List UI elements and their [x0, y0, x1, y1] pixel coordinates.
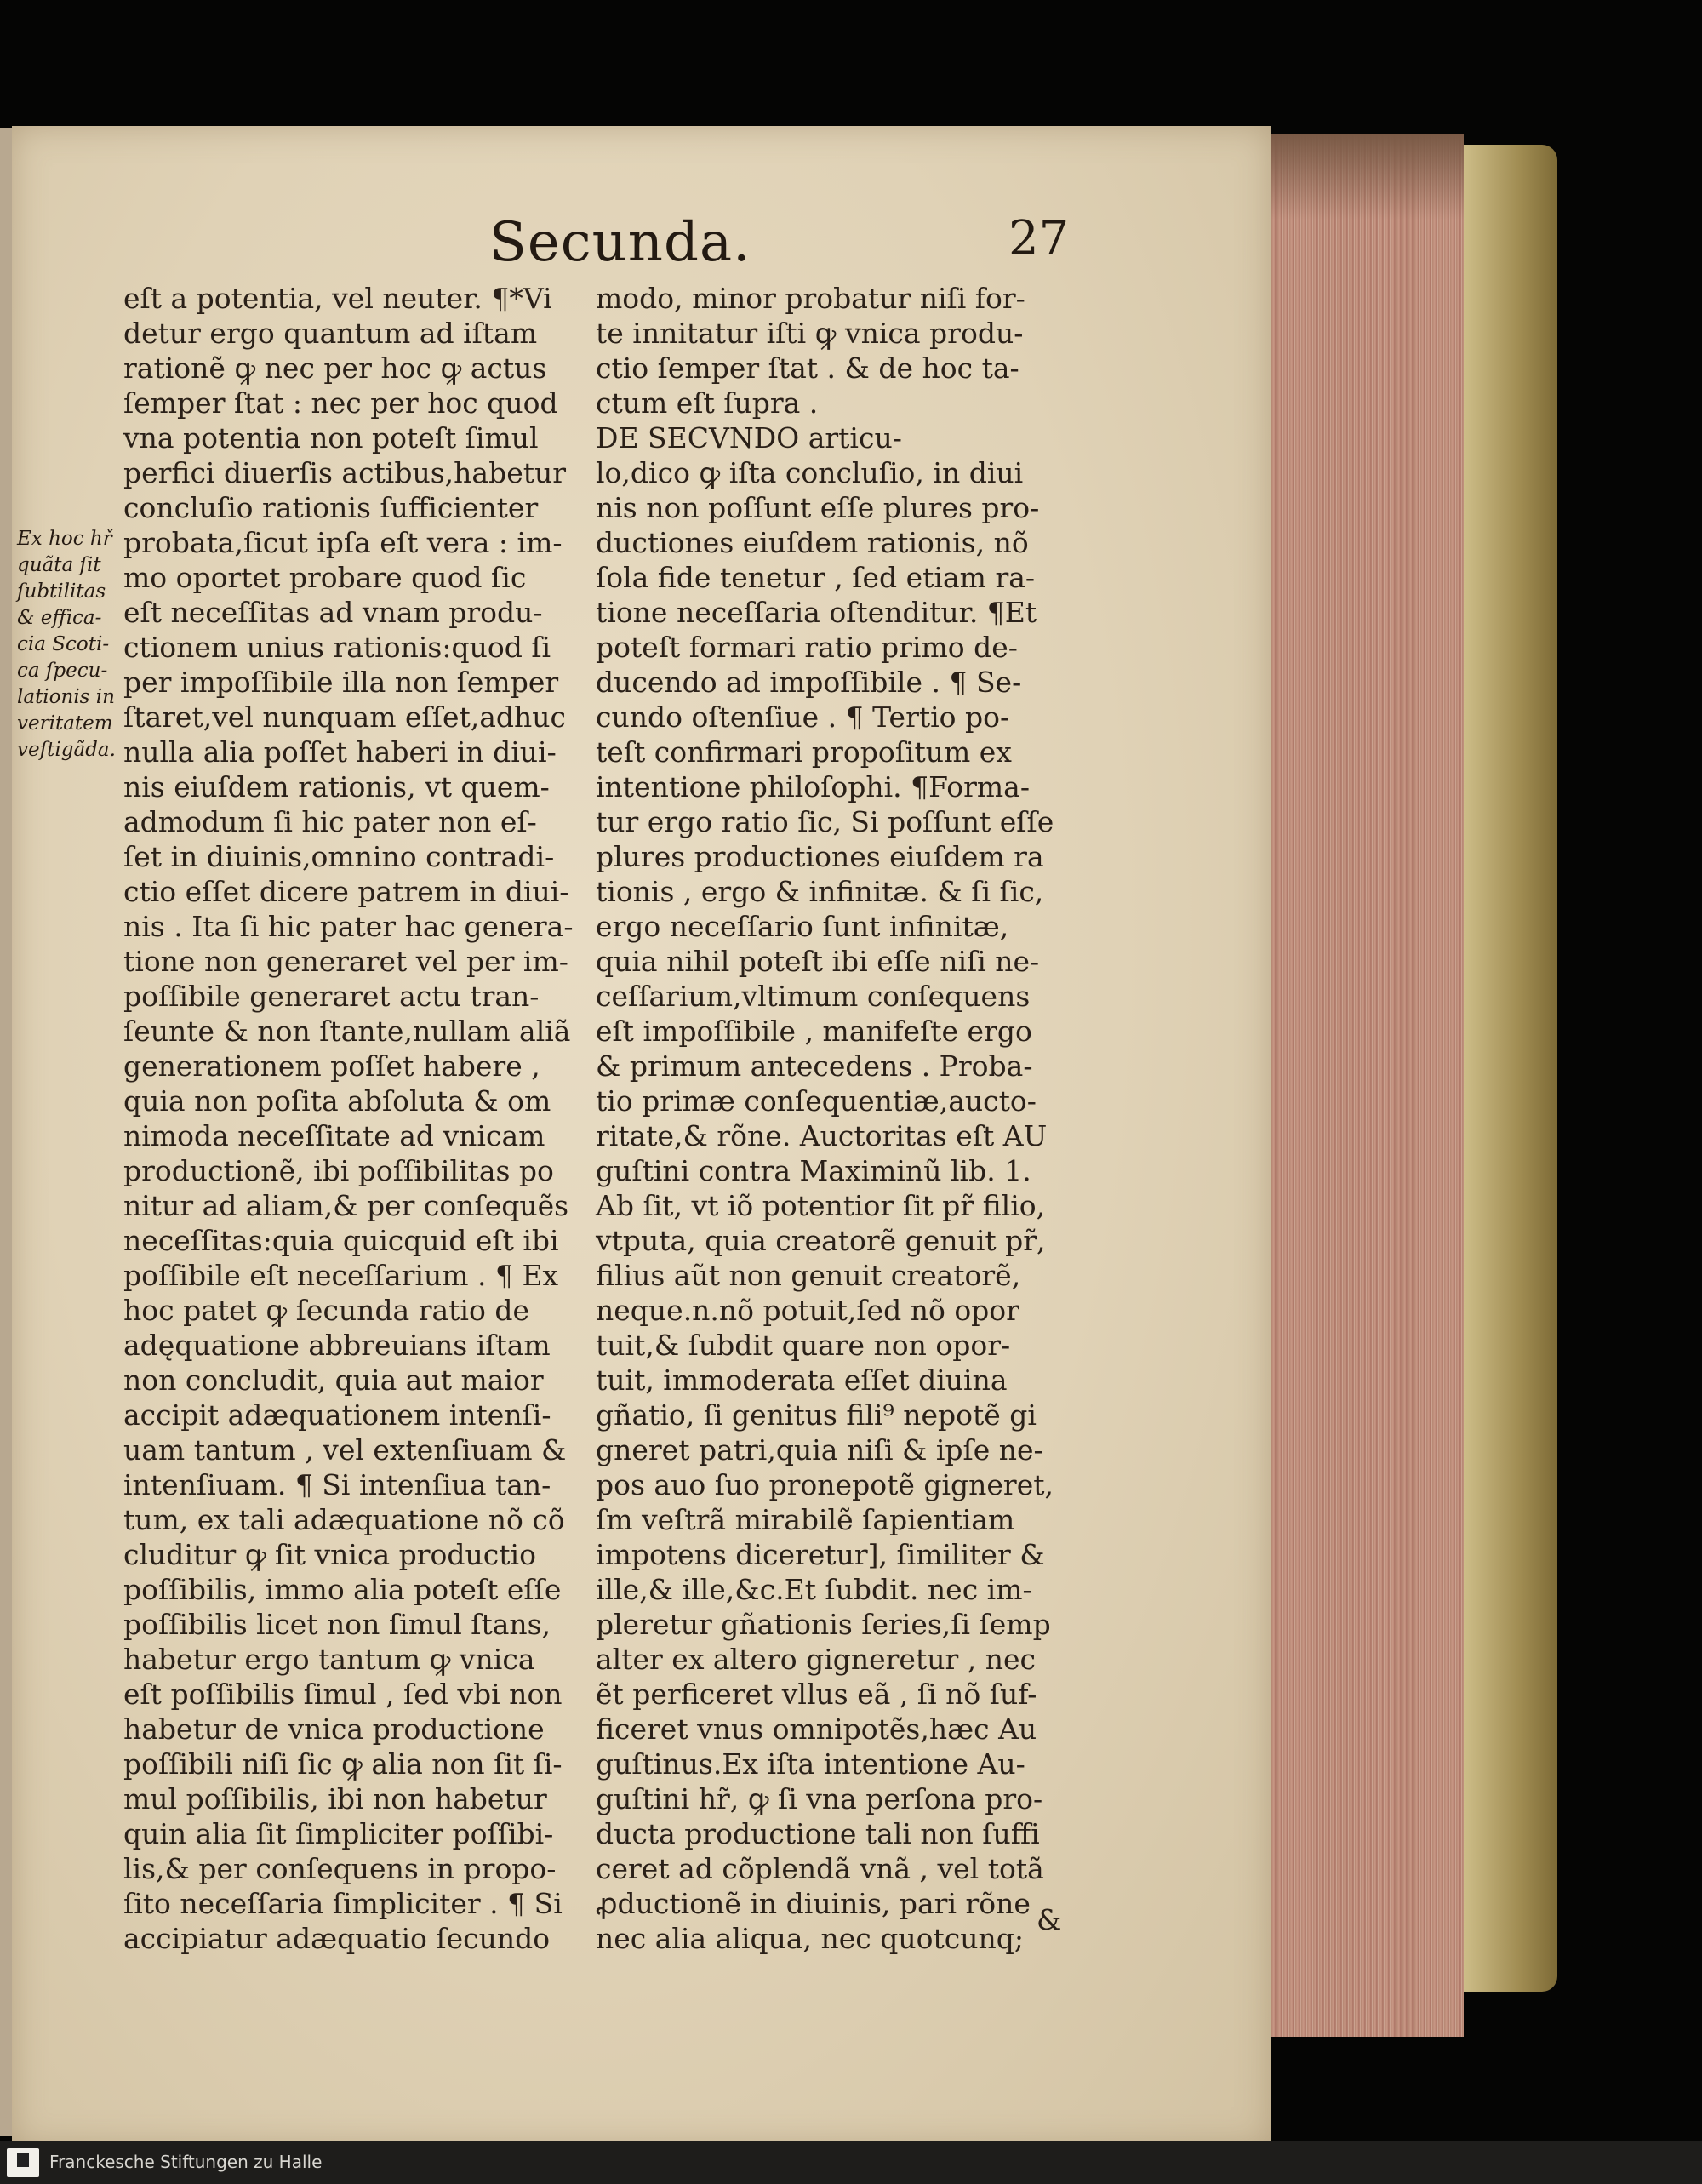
- margin-note-line: cia Scoti-: [17, 633, 110, 655]
- margin-note-line: Ex hoc hř: [17, 528, 112, 550]
- text-line: quia non poſita abſoluta & om: [123, 1084, 551, 1118]
- text-line: ctionem unius rationis:quod ſi: [123, 631, 551, 664]
- text-line: tionis , ergo & infinitæ. & ſi ſic,: [596, 875, 1044, 908]
- text-line: poſſibile eſt neceſſarium . ¶ Ex: [123, 1259, 559, 1292]
- text-line: eſt poſſibilis ſimul , ſed vbi non: [123, 1678, 563, 1711]
- text-line: ceret ad cõplendã vnã , vel totã: [596, 1852, 1044, 1885]
- text-line: guſtini contra Maximinũ lib. 1.: [596, 1154, 1031, 1187]
- margin-note-line: lationis in: [17, 686, 115, 708]
- text-line: ille,& ille,&c.Et ſubdit. nec im-: [596, 1573, 1032, 1606]
- text-line: tione non generaret vel per im-: [123, 945, 568, 978]
- text-line: ducta productione tali non ſuffi: [596, 1817, 1040, 1850]
- text-line: per impoſſibile illa non ſemper: [123, 666, 559, 699]
- text-line: ẽt perficeret vllus eã , ſi nõ ſuf-: [596, 1678, 1037, 1711]
- catchword: &: [1037, 1903, 1062, 1936]
- text-line: intenſiuam. ¶ Si intenſiua tan-: [123, 1468, 551, 1501]
- text-line: ctum eſt ſupra .: [596, 386, 819, 420]
- text-line: nec alia aliqua, nec quotcunq;: [596, 1922, 1025, 1955]
- text-line: admodum ſi hic pater non eſ-: [123, 805, 537, 838]
- text-line: poteſt formari ratio primo de-: [596, 631, 1018, 664]
- text-line: habetur ergo tantum ꝙ vnica: [123, 1643, 535, 1676]
- text-line: non concludit, quia aut maior: [123, 1364, 544, 1397]
- margin-note: [17, 526, 116, 763]
- text-line: pos auo ſuo pronepotẽ gigneret,: [596, 1468, 1054, 1501]
- text-line: concluſio rationis ſufficienter: [123, 491, 539, 524]
- text-line: neque.n.nõ potuit,ſed nõ opor: [596, 1294, 1019, 1327]
- text-line: ſola fide tenetur , ſed etiam ra-: [596, 561, 1036, 594]
- text-line: nimoda neceſſitate ad vnicam: [123, 1119, 545, 1152]
- text-line: quia nihil poteſt ibi eſſe niſi ne-: [596, 945, 1040, 978]
- text-line: pleretur gñationis ſeries,ſi ſemp: [596, 1608, 1051, 1641]
- text-line: te innitatur iſti ꝙ vnica produ-: [596, 317, 1024, 350]
- margin-note-line: veſtigãda.: [17, 739, 116, 761]
- text-line: ſtaret,vel nunquam eſſet,adhuc: [123, 700, 567, 734]
- text-line: cluditur ꝙ ſit vnica productio: [123, 1538, 536, 1571]
- text-line: intentione philoſophi. ¶Forma-: [596, 770, 1031, 803]
- text-line: nis non poſſunt eſſe plures pro-: [596, 491, 1040, 524]
- margin-note-line: veritatem: [17, 712, 113, 735]
- text-line: eſt a potentia, vel neuter. ¶*Vi: [123, 282, 552, 315]
- text-line: rationẽ ꝙ nec per hoc ꝙ actus: [123, 352, 547, 385]
- text-column-left: [123, 281, 574, 1956]
- text-line: vna potentia non poteſt ſimul: [123, 421, 539, 455]
- text-line: vtputa, quia creatorẽ genuit pr̃,: [596, 1224, 1046, 1257]
- text-line: ritate,& rõne. Auctoritas eſt AU: [596, 1119, 1048, 1152]
- text-line: nitur ad aliam,& per conſequẽs: [123, 1189, 569, 1222]
- text-line: habetur de vnica productione: [123, 1712, 545, 1746]
- text-line: poſſibilis licet non ſimul ſtans,: [123, 1608, 551, 1641]
- text-line: guſtinus.Ex iſta intentione Au-: [596, 1747, 1025, 1781]
- text-line: ſet in diuinis,omnino contradi-: [123, 840, 555, 873]
- text-line: gñatio, ſi genitus fili⁹ nepotẽ gi: [596, 1398, 1037, 1432]
- text-line: teſt confirmari propoſitum ex: [596, 735, 1012, 769]
- text-line: tum, ex tali adæquatione nõ cõ: [123, 1503, 565, 1536]
- text-line: ſm veſtrã mirabilẽ ſapientiam: [596, 1503, 1015, 1536]
- text-line: poſſibile generaret actu tran-: [123, 980, 540, 1013]
- text-line: ctio eſſet dicere patrem in diui-: [123, 875, 569, 908]
- margin-note-line: ca ſpecu-: [17, 660, 108, 682]
- text-line: Ab ſit, vt iõ potentior ſit pr̃ filio,: [596, 1189, 1046, 1222]
- viewer-footer-bar: [0, 2141, 1702, 2184]
- text-line: alter ex altero gigneretur , nec: [596, 1643, 1036, 1676]
- margin-note-line: ſubtilitas: [17, 580, 106, 603]
- text-line: accipit adæquationem intenſi-: [123, 1398, 551, 1432]
- text-line: accipiatur adæquatio ſecundo: [123, 1922, 551, 1955]
- text-line: perfici diuerſis actibus,habetur: [123, 456, 567, 489]
- text-line: lis,& per conſequens in propo-: [123, 1852, 557, 1885]
- text-column-right: [596, 281, 1062, 1956]
- text-line: uam tantum , vel extenſiuam &: [123, 1433, 567, 1466]
- page-number: 27: [1008, 211, 1070, 266]
- text-line: ducendo ad impoſſibile . ¶ Se-: [596, 666, 1022, 699]
- text-line: lo,dico ꝙ iſta concluſio, in diui: [596, 456, 1024, 489]
- text-line: ſito neceſſaria ſimpliciter . ¶ Si: [123, 1887, 563, 1920]
- text-line: DE SECVNDO articu-: [596, 421, 902, 455]
- text-line: poſſibilis, immo alia poteſt eſſe: [123, 1573, 562, 1606]
- margin-note-line: & effica-: [17, 607, 102, 629]
- text-line: ficeret vnus omnipotẽs,hæc Au: [596, 1712, 1037, 1746]
- text-line: quin alia ſit ſimpliciter poſſibi-: [123, 1817, 554, 1850]
- text-line: tuit,& ſubdit quare non opor-: [596, 1329, 1011, 1362]
- text-line: generationem poſſet habere ,: [123, 1049, 540, 1083]
- text-line: gneret patri,quia niſi & ipſe ne-: [596, 1433, 1043, 1466]
- text-line: ſeunte & non ſtante,nullam aliã: [123, 1015, 571, 1048]
- text-line: ctio ſemper ſtat . & de hoc ta-: [596, 352, 1019, 385]
- text-line: eſt neceſſitas ad vnam produ-: [123, 596, 543, 629]
- text-line: filius aũt non genuit creatorẽ,: [596, 1259, 1021, 1292]
- text-line: adęquatione abbreuians iſtam: [123, 1329, 551, 1362]
- text-line: neceſſitas:quia quicquid eſt ibi: [123, 1224, 559, 1257]
- text-line: eſt impoſſibile , manifeſte ergo: [596, 1015, 1032, 1048]
- text-line: cundo oſtenſiue . ¶ Tertio po-: [596, 700, 1010, 734]
- page-fore-edge-shadow: [1271, 134, 1464, 220]
- text-line: probata,ſicut ipſa eſt vera : im-: [123, 526, 563, 559]
- text-line: detur ergo quantum ad iſtam: [123, 317, 538, 350]
- text-line: productionẽ, ibi poſſibilitas po: [123, 1154, 554, 1187]
- text-line: tio primæ conſequentiæ,aucto-: [596, 1084, 1037, 1118]
- previous-page-edge: [0, 128, 12, 2136]
- vellum-cover: [1464, 145, 1557, 1992]
- text-line: ſemper ſtat : nec per hoc quod: [123, 386, 558, 420]
- text-line: mul poſſibilis, ibi non habetur: [123, 1782, 547, 1815]
- text-line: guſtini hr̃, ꝙ ſi vna perſona pro-: [596, 1782, 1043, 1815]
- text-line: & primum antecedens . Proba-: [596, 1049, 1033, 1083]
- text-line: poſſibili niſi ſic ꝙ alia non ſit ſi-: [123, 1747, 563, 1781]
- text-line: tione neceſſaria oſtenditur. ¶Et: [596, 596, 1037, 629]
- text-line: hoc patet ꝙ ſecunda ratio de: [123, 1294, 530, 1327]
- text-line: tuit, immoderata eſſet diuina: [596, 1364, 1008, 1397]
- text-line: ꝓductionẽ in diuinis, pari rõne: [596, 1887, 1031, 1920]
- text-line: nulla alia poſſet haberi in diui-: [123, 735, 557, 769]
- text-line: ergo neceſſario ſunt infinitæ,: [596, 910, 1009, 943]
- text-line: ductiones eiuſdem rationis, nõ: [596, 526, 1029, 559]
- text-line: nis . Ita ſi hic pater hac genera-: [123, 910, 574, 943]
- margin-note-line: quãta ſit: [17, 554, 101, 576]
- text-line: nis eiuſdem rationis, vt quem-: [123, 770, 550, 803]
- institution-name: Franckesche Stiftungen zu Halle: [49, 2152, 323, 2172]
- text-line: mo oportet probare quod ſic: [123, 561, 527, 594]
- running-head: Secunda.: [489, 211, 751, 274]
- text-line: tur ergo ratio ſic, Si poſſunt eſſe: [596, 805, 1054, 838]
- text-line: modo, minor probatur niſi for-: [596, 282, 1025, 315]
- text-line: ceſſarium,vltimum conſequens: [596, 980, 1031, 1013]
- page-fore-edge: [1271, 134, 1464, 2037]
- institution-logo-icon: [7, 2148, 39, 2177]
- text-line: plures productiones eiuſdem ra: [596, 840, 1044, 873]
- text-line: impotens diceretur], ſimiliter &: [596, 1538, 1045, 1571]
